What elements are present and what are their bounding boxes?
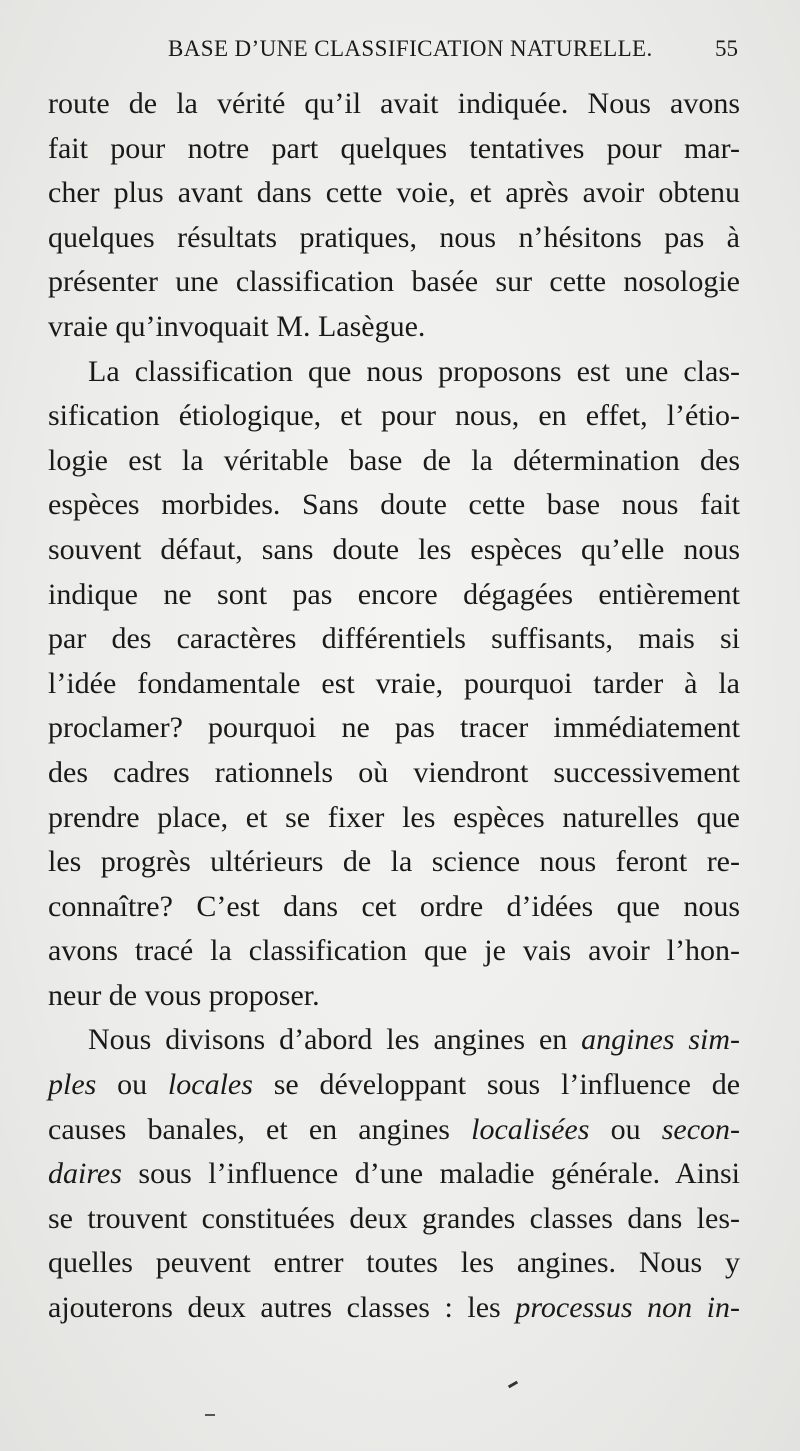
text-line: indique ne sont pas encore dégagées entièrement [48, 577, 740, 611]
text-line: connaître? C’est dans cet ordre d’idées que nous [48, 889, 740, 923]
text-line: quelques résultats pratiques, nous n’hésitons pas à [48, 220, 740, 254]
page-header [48, 36, 738, 72]
text-line [48, 1018, 740, 1063]
italic-term: daires [48, 1157, 122, 1191]
text-line: cher plus avant dans cette voie, et après avoir obtenu [48, 176, 740, 210]
text-line: les progrès ultérieurs de la science nous feront re- [48, 845, 740, 879]
italic-term: processus non in- [515, 1291, 740, 1325]
text-run: ou [610, 1112, 641, 1146]
italic-term: localisées [471, 1112, 590, 1146]
text-line: se trouvent constituées deux grandes classes dans les- [48, 1201, 740, 1235]
text-line: logie est la véritable base de la détermination des [48, 443, 740, 477]
text-line: par des caractères différentiels suffisants, mais si [48, 622, 740, 656]
running-head: BASE D’UNE CLASSIFICATION NATURELLE. [168, 36, 653, 61]
text-line: espèces morbides. Sans doute cette base nous fait [48, 488, 740, 522]
text-line: neur de vous proposer. [48, 978, 320, 1012]
italic-term: ples [48, 1068, 97, 1102]
page-number: 55 [715, 36, 738, 61]
text-line [48, 1063, 740, 1108]
text-line: proclamer? pourquoi ne pas tracer immédiatement [48, 711, 740, 745]
text-line [48, 1108, 740, 1153]
text-line: l’idée fondamentale est vraie, pourquoi tarder à la [48, 666, 740, 700]
text-line: vraie qu’invoquait M. Lasègue. [48, 309, 426, 343]
text-line: avons tracé la classification que je vais avoir l’hon- [48, 934, 740, 968]
italic-term: secon- [661, 1112, 741, 1146]
text-run: sous l’influence d’une maladie générale. Ainsi [138, 1157, 741, 1191]
text-line: fait pour notre part quelques tentatives pour mar- [48, 131, 740, 165]
text-run: Nous divisons d’abord les angines en [88, 1023, 568, 1057]
ink-mark [205, 1414, 215, 1416]
text-line: quelles peuvent entrer toutes les angines. Nous y [48, 1246, 740, 1280]
text-line: sification étiologique, et pour nous, en effet, l’étio- [48, 399, 740, 433]
text-run: ou [117, 1068, 148, 1102]
italic-term: angines sim- [581, 1023, 741, 1057]
body-text [48, 82, 740, 1331]
text-line [48, 1286, 740, 1331]
text-run: causes banales, et en angines [48, 1112, 450, 1146]
italic-term: locales [167, 1068, 253, 1102]
ink-mark [508, 1381, 518, 1389]
text-line [48, 1152, 740, 1197]
text-run: ajouterons deux autres classes : les [48, 1291, 501, 1325]
text-line: souvent défaut, sans doute les espèces qu’elle nous [48, 532, 740, 566]
text-line: des cadres rationnels où viendront successivement [48, 755, 740, 789]
text-line: présenter une classification basée sur cette nosologie [48, 265, 740, 299]
text-line: route de la vérité qu’il avait indiquée. Nous avons [48, 87, 740, 120]
text-line: prendre place, et se fixer les espèces naturelles que [48, 800, 740, 834]
text-run: se développant sous l’influence de [273, 1068, 741, 1102]
text-line: La classification que nous proposons est une clas- [88, 354, 740, 388]
